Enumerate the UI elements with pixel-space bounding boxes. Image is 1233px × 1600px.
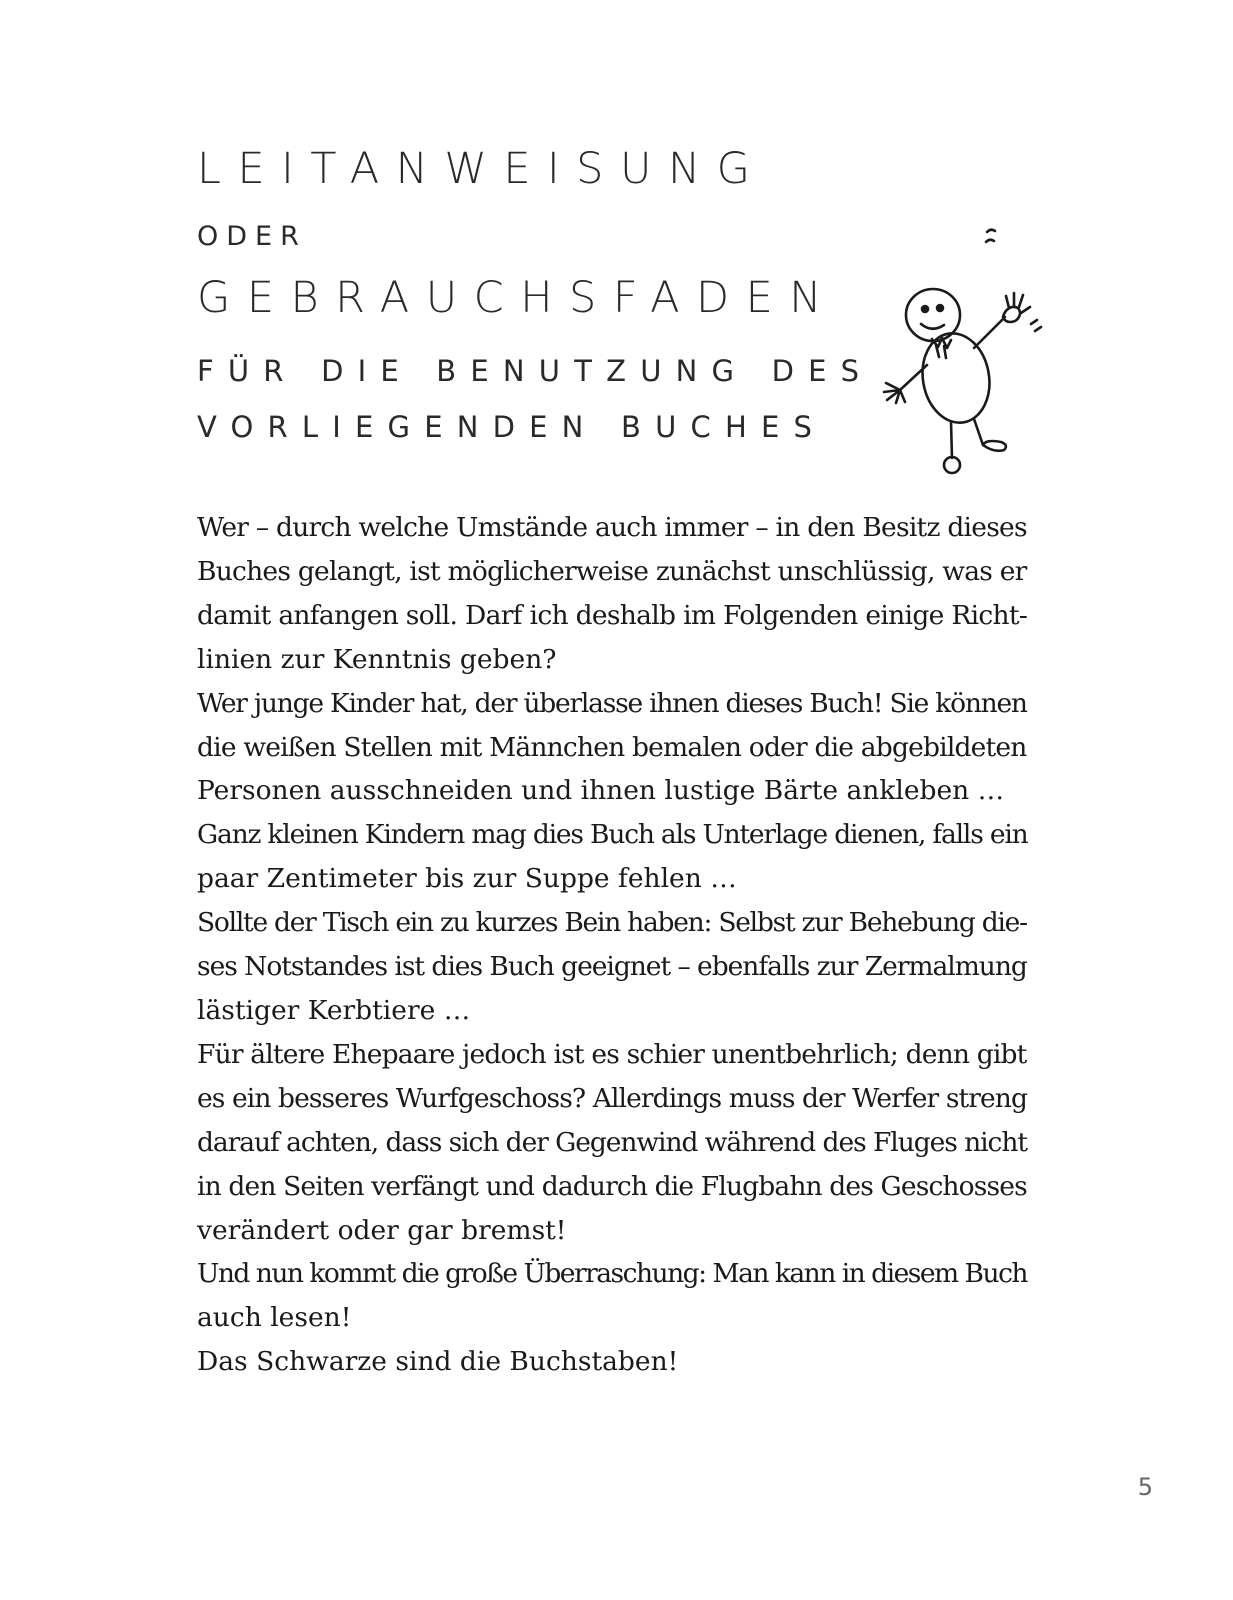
body-line: damit anfangen soll. Darf ich deshalb im Folgenden einige Richt- xyxy=(197,599,1028,631)
body-text xyxy=(197,506,1027,1384)
body-line: Und nun kommt die große Überraschung: Man kann in diesem Buch xyxy=(197,1258,1027,1290)
body-line: Wer junge Kinder hat, der überlasse ihnen dieses Buch! Sie können xyxy=(197,687,1027,719)
body-line: Ganz kleinen Kindern mag dies Buch als Unterlage dienen, falls ein xyxy=(197,819,1028,851)
title-line-1: LEITANWEISUNG xyxy=(197,144,767,194)
body-line: Das Schwarze sind die Buchstaben! xyxy=(197,1346,679,1378)
body-line: Personen ausschneiden und ihnen lustige Bärte ankleben … xyxy=(197,775,1005,807)
body-line: in den Seiten verfängt und dadurch die Flugbahn des Geschosses xyxy=(197,1170,1027,1202)
body-line: auch lesen! xyxy=(197,1302,352,1334)
body-line: lästiger Kerbtiere … xyxy=(197,994,471,1026)
body-line: Buches gelangt, ist möglicherweise zunächst unschlüssig, was er xyxy=(197,555,1027,587)
title-connector: ODER xyxy=(197,221,307,252)
body-line: Wer – durch welche Umstände auch immer – in den Besitz dieses xyxy=(197,512,1027,543)
body-line: die weißen Stellen mit Männchen bemalen oder die abgebildeten xyxy=(197,731,1027,763)
body-line: paar Zentimeter bis zur Suppe fehlen … xyxy=(197,863,737,895)
body-line: Für ältere Ehepaare jedoch ist es schier unentbehrlich; denn gibt xyxy=(197,1038,1027,1070)
body-line: ses Notstandes ist dies Buch geeignet – ebenfalls zur Zermalmung xyxy=(197,951,1027,983)
body-line: verändert oder gar bremst! xyxy=(197,1214,567,1246)
page-number: 5 xyxy=(1137,1473,1153,1501)
subtitle-line-1: FÜR DIE BENUTZUNG DES xyxy=(197,354,874,388)
body-line: linien zur Kenntnis geben? xyxy=(197,643,557,675)
body-line: Sollte der Tisch ein zu kurzes Bein haben: Selbst zur Behebung die- xyxy=(197,907,1027,939)
subtitle-line-2: VORLIEGENDEN BUCHES xyxy=(197,410,827,444)
body-line: darauf achten, dass sich der Gegenwind während des Fluges nicht xyxy=(197,1126,1027,1158)
stick-figure-waving-icon xyxy=(870,215,1060,480)
title-line-2: GEBRAUCHSFADEN xyxy=(197,273,838,323)
body-line: es ein besseres Wurfgeschoss? Allerdings muss der Werfer streng xyxy=(197,1082,1028,1114)
